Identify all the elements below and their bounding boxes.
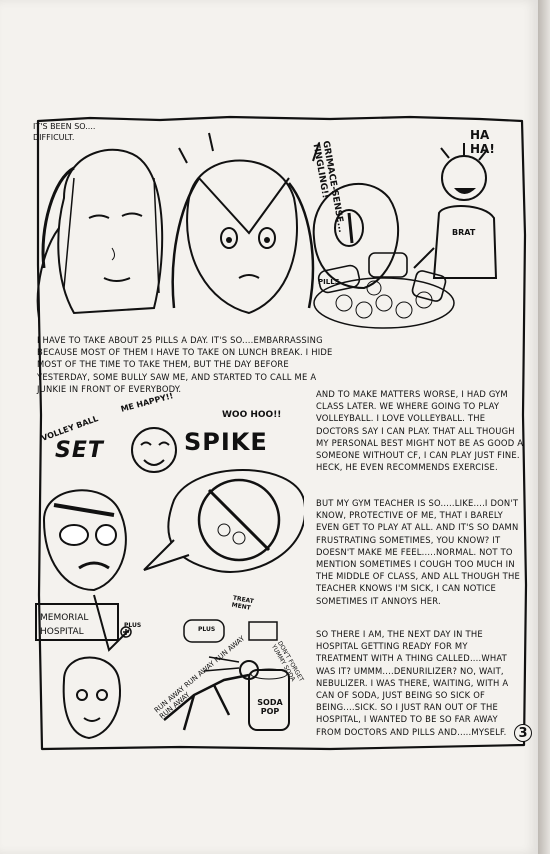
narration-paragraph-4: SO THERE I AM, THE NEXT DAY IN THE HOSPITAL GETTING READY FOR MY TREATMENT WITH A THING CALLED....WHAT WAS IT? UMMM....DENURILIZER? NO, WAIT, NEBULIZER. I WAS THERE, WAITING, WITH A CAN OF SODA, JUST BEING SO SICK OF BEING....SICK. SO I JUST RAN OUT OF THE HOSPITAL, I WANTED TO BE SO FAR AWAY FROM DOCTORS AND PILLS AND.....MYSELF. (316, 629, 509, 737)
woo-hoo-sfx: WOO HOO!! (222, 410, 282, 420)
spike-sfx: SPIKE (184, 428, 268, 456)
treatment-label: TREAT MENT (231, 594, 255, 612)
narration-paragraph-3: BUT MY GYM TEACHER IS SO.....LIKE....I DON'T KNOW, PROTECTIVE OF ME, THAT I BARELY EVEN GET TO PLAY AT ALL. AND IT'S SO DAMN FRUSTRATING SOMETIMES, YOU KNOW? IT DOESN'T MAKE ME FEEL.....NORMAL. NOT TO MENTION SOMETIMES I COUGH TOO MUCH IN THE MIDDLE OF CLASS, AND ALL THOUGH THE TEACHER KNOWS I'M SICK, I CAN NOTICE SOMETIMES IT ANNOYS HER. (316, 498, 520, 606)
run-away-sfx: RUN AWAY RUN AWAY RUN AWAY RUN AWAY (152, 634, 247, 721)
top-panel-art (34, 118, 504, 333)
brat-label: BRAT (452, 228, 476, 237)
page-spine (538, 0, 550, 854)
laughing-brat (414, 143, 496, 278)
dont-forget-sfx: DON'T FORGET YUMMY SODA (269, 640, 305, 683)
plus-label-2: PLUS (198, 626, 216, 633)
happy-girl-face (132, 428, 176, 472)
caption-box: IT'S BEEN SO.... DIFFICULT. (33, 122, 96, 142)
pill-pile (314, 253, 454, 328)
no-pills-thought-bubble (144, 470, 304, 572)
soda-label: SODA POP (257, 698, 283, 716)
plus-label-1: PLUS (124, 622, 142, 629)
me-happy-sfx: ME HAPPY!! (119, 391, 175, 414)
narration-paragraph-2: AND TO MAKE MATTERS WORSE, I HAD GYM CLASS LATER. WE WHERE GOING TO PLAY VOLLEYBALL. I LOVE VOLLEYBALL. THE DOCTORS SAY I CAN PLAY. THAT ALL THOUGH MY PERSONAL BEST MIGHT NOT BE AS GOOD A SOMEONE WITHOUT CF, I CAN PLAY JUST FINE. HECK, HE EVEN RECOMMENDS EXERCISE. (316, 389, 524, 473)
set-sfx: SET (55, 438, 104, 463)
sad-girl-face-1 (38, 150, 162, 318)
narration-paragraph-1: I HAVE TO TAKE ABOUT 25 PILLS A DAY. IT'S SO....EMBARRASSING BECAUSE MOST OF THEM I HAVE TO TAKE ON LUNCH BREAK. I HIDE MOST OF THE TIME TO TAKE THEM, BUT THE DAY BEFORE YESTERDAY, SOME BULLY SAW ME, AND STARTED TO CALL ME A JUNKIE IN FRONT OF EVERYBODY. (37, 335, 333, 394)
worried-girl-face-2 (173, 133, 319, 313)
worried-girl-hospital (64, 658, 120, 739)
hospital-sign-text: MEMORIAL HOSPITAL (40, 613, 89, 637)
page-number: 3 (514, 724, 532, 742)
laugh-sfx: HA HA! (470, 128, 495, 156)
volleyball-sfx: VOLLEY BALL (40, 414, 100, 443)
pills-label: PILLS (318, 278, 340, 286)
grimace-sense-sfx: GRIMACE-SENSE... TINGLING!! (310, 140, 347, 234)
